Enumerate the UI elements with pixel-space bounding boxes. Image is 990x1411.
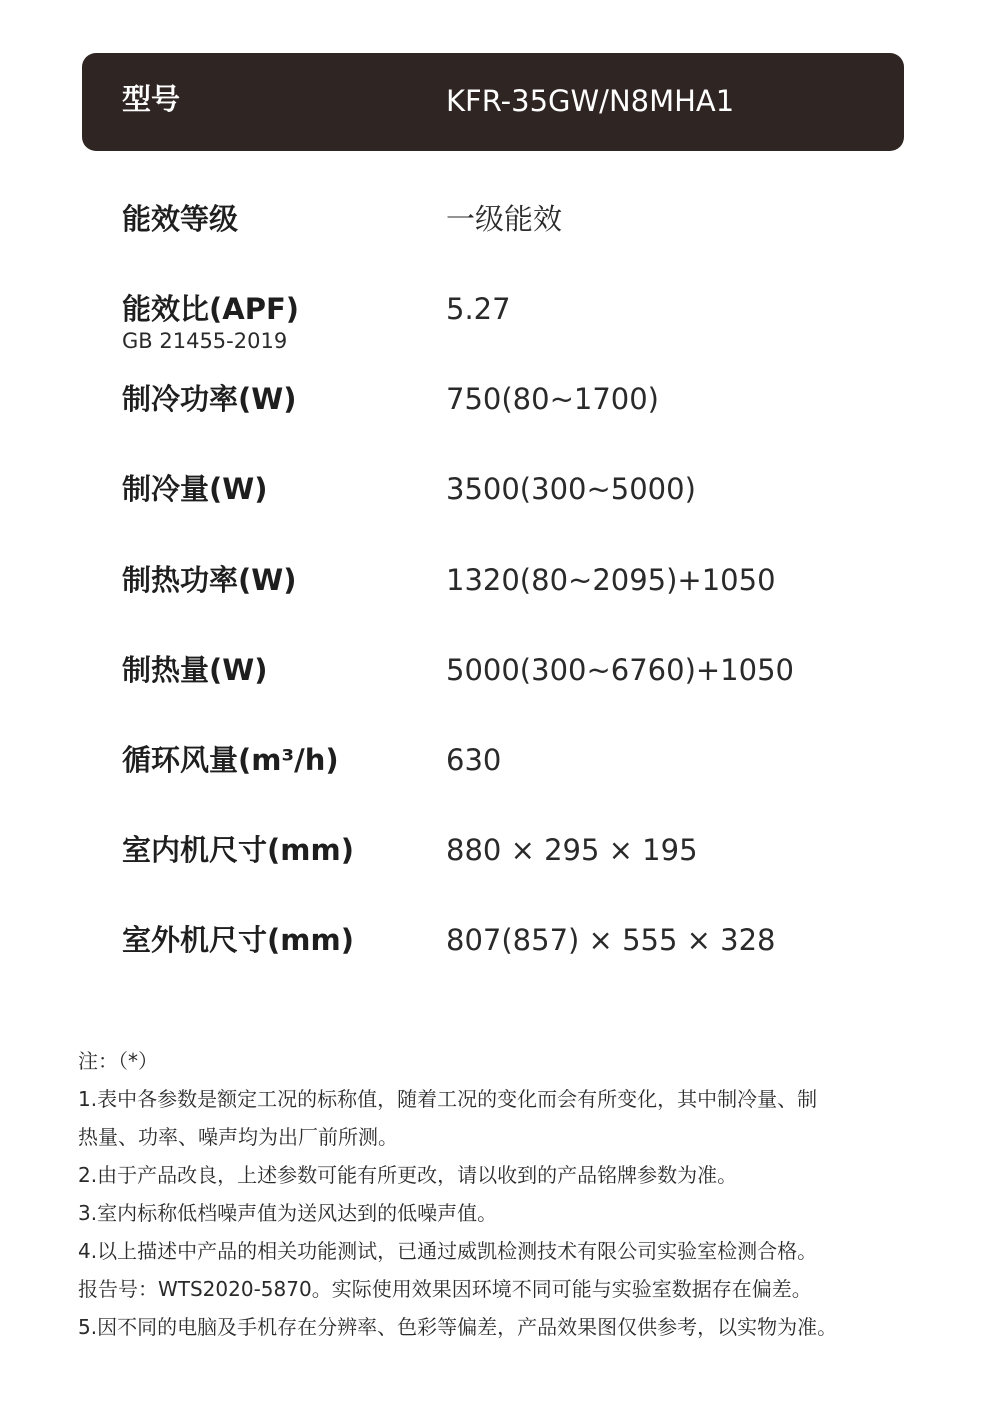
note-line: 3.室内标称低档噪声值为送风达到的低噪声值。 (78, 1201, 498, 1225)
spec-label: 室内机尺寸(mm) (122, 833, 354, 867)
spec-value: 3500(300~5000) (446, 472, 696, 506)
note-line: 5.因不同的电脑及手机存在分辨率、色彩等偏差，产品效果图仅供参考，以实物为准。 (78, 1315, 838, 1339)
spec-label: 循环风量(m³/h) (122, 743, 339, 777)
spec-standard-note: GB 21455-2019 (122, 329, 288, 353)
spec-label: 制热功率(W) (122, 563, 297, 597)
note-line: 1.表中各参数是额定工况的标称值，随着工况的变化而会有所变化，其中制冷量、制 (78, 1087, 818, 1111)
spec-label: 制冷功率(W) (122, 382, 297, 416)
spec-label: 制冷量(W) (122, 472, 268, 506)
model-header-bar (82, 53, 904, 151)
spec-row-heating-capacity (0, 653, 990, 716)
note-line: 热量、功率、噪声均为出厂前所测。 (78, 1125, 398, 1149)
spec-label: 室外机尺寸(mm) (122, 923, 354, 957)
spec-row-outdoor-size (0, 923, 990, 986)
note-heading: 注：（*） (78, 1049, 158, 1073)
spec-row-energy-grade (0, 202, 990, 265)
spec-row-cooling-power (0, 382, 990, 445)
spec-label: 制热量(W) (122, 653, 268, 687)
spec-value: 807(857) × 555 × 328 (446, 923, 776, 957)
spec-row-apf (0, 292, 990, 355)
spec-row-indoor-size (0, 833, 990, 896)
spec-value: 630 (446, 743, 502, 777)
spec-value: 750(80~1700) (446, 382, 659, 416)
spec-row-airflow (0, 743, 990, 806)
note-line: 4.以上描述中产品的相关功能测试，已通过威凯检测技术有限公司实验室检测合格。 (78, 1239, 818, 1263)
note-line: 2.由于产品改良，上述参数可能有所更改，请以收到的产品铭牌参数为准。 (78, 1163, 738, 1187)
spec-label: 能效等级 (122, 202, 239, 236)
spec-row-cooling-capacity (0, 472, 990, 535)
note-line: 报告号：WTS2020-5870。实际使用效果因环境不同可能与实验室数据存在偏差。 (78, 1277, 812, 1301)
spec-value: 1320(80~2095)+1050 (446, 563, 776, 597)
spec-value: 5.27 (446, 292, 511, 326)
spec-value: 5000(300~6760)+1050 (446, 653, 794, 687)
spec-value: 一级能效 (446, 202, 563, 236)
model-label: 型号 (122, 82, 181, 116)
spec-row-heating-power (0, 563, 990, 626)
model-value: KFR-35GW/N8MHA1 (446, 84, 735, 118)
footnotes (78, 1046, 918, 1350)
spec-value: 880 × 295 × 195 (446, 833, 698, 867)
spec-label: 能效比(APF) (122, 292, 300, 326)
